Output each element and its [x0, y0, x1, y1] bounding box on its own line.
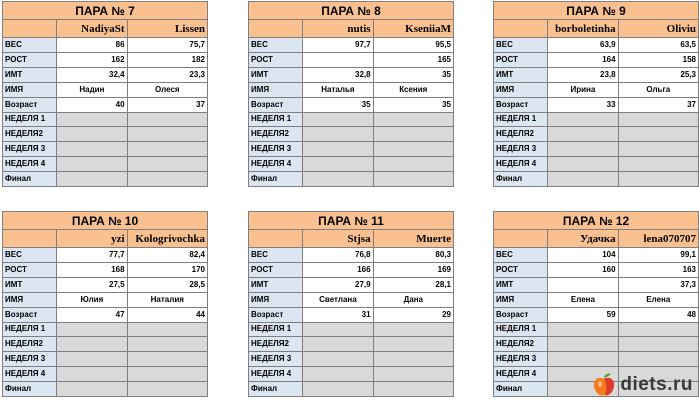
cell-weight-2[interactable]: 82,4 — [127, 248, 207, 263]
cell-bmi-2[interactable]: 37,3 — [618, 277, 698, 292]
row-label: ВЕС — [494, 38, 548, 53]
participant-2-nick: lena070707 — [618, 230, 698, 248]
empty-cell[interactable] — [618, 172, 698, 187]
cell-height-1[interactable]: 164 — [548, 53, 618, 68]
row-label: НЕДЕЛЯ 3 — [249, 352, 303, 367]
row-label: Возраст — [249, 307, 303, 322]
logo-text[interactable] — [620, 374, 693, 396]
cell-weight-2[interactable]: 95,5 — [373, 38, 453, 53]
cell-name-1[interactable]: Наталья — [303, 82, 373, 97]
empty-cell[interactable] — [57, 352, 127, 367]
row-label: НЕДЕЛЯ 1 — [3, 322, 57, 337]
row-label: НЕДЕЛЯ 3 — [3, 352, 57, 367]
header-corner-cell — [249, 20, 303, 38]
table-row — [494, 322, 699, 337]
row-label: Возраст — [3, 97, 57, 112]
table-row — [3, 97, 208, 112]
table-row — [494, 112, 699, 127]
pair-title: ПАРА № 12 — [494, 212, 699, 230]
empty-cell[interactable] — [303, 337, 373, 352]
table-row — [249, 322, 454, 337]
empty-cell[interactable] — [57, 172, 127, 187]
cell-name-1[interactable]: Юлия — [57, 292, 127, 307]
empty-cell[interactable] — [373, 382, 453, 397]
participant-1-nick: yzi — [57, 230, 127, 248]
empty-cell[interactable] — [618, 352, 698, 367]
pair-title: ПАРА № 11 — [249, 212, 454, 230]
cell-weight-1[interactable]: 97,7 — [303, 38, 373, 53]
row-label: НЕДЕЛЯ 4 — [3, 367, 57, 382]
table-row — [494, 352, 699, 367]
table-row — [249, 53, 454, 68]
row-label: НЕДЕЛЯ2 — [494, 337, 548, 352]
cell-height-2[interactable]: 158 — [618, 53, 698, 68]
table-row — [494, 38, 699, 53]
cell-age-1[interactable]: 40 — [57, 97, 127, 112]
table-row — [494, 307, 699, 322]
empty-cell[interactable] — [618, 322, 698, 337]
cell-height-1[interactable]: 162 — [57, 53, 127, 68]
empty-cell[interactable] — [57, 367, 127, 382]
pair-table — [493, 1, 699, 187]
table-row — [3, 67, 208, 82]
cell-age-1[interactable]: 35 — [303, 97, 373, 112]
empty-cell[interactable] — [548, 112, 618, 127]
empty-cell[interactable] — [57, 382, 127, 397]
header-corner-cell — [3, 230, 57, 248]
row-label: ВЕС — [494, 248, 548, 263]
pair-title: ПАРА № 10 — [3, 212, 208, 230]
table-row — [494, 53, 699, 68]
table-row — [249, 277, 454, 292]
table-row — [249, 127, 454, 142]
cell-age-1[interactable]: 31 — [303, 307, 373, 322]
table-row — [249, 82, 454, 97]
empty-cell[interactable] — [57, 142, 127, 157]
table-row — [249, 367, 454, 382]
empty-cell[interactable] — [548, 172, 618, 187]
cell-bmi-1[interactable] — [548, 277, 618, 292]
empty-cell[interactable] — [127, 127, 207, 142]
empty-cell[interactable] — [303, 172, 373, 187]
row-label: ИМТ — [3, 67, 57, 82]
empty-cell[interactable] — [548, 322, 618, 337]
cell-name-1[interactable]: Надин — [57, 82, 127, 97]
empty-cell[interactable] — [548, 127, 618, 142]
empty-cell[interactable] — [373, 337, 453, 352]
empty-cell[interactable] — [618, 127, 698, 142]
table-row — [249, 142, 454, 157]
logo-brand: diets — [620, 374, 668, 395]
row-label: ИМЯ — [249, 82, 303, 97]
empty-cell[interactable] — [373, 112, 453, 127]
table-row — [3, 142, 208, 157]
empty-cell[interactable] — [303, 382, 373, 397]
cell-bmi-2[interactable]: 25,3 — [618, 67, 698, 82]
cell-name-2[interactable]: Наталия — [127, 292, 207, 307]
empty-cell[interactable] — [548, 337, 618, 352]
cell-name-1[interactable]: Елена — [548, 292, 618, 307]
participant-2-nick: Muerte — [373, 230, 453, 248]
row-label: НЕДЕЛЯ 1 — [494, 322, 548, 337]
pair-title: ПАРА № 8 — [249, 2, 454, 20]
cell-height-1[interactable]: 160 — [548, 263, 618, 278]
table-row — [3, 53, 208, 68]
row-label: НЕДЕЛЯ 3 — [3, 142, 57, 157]
empty-cell[interactable] — [127, 367, 207, 382]
participant-2-nick: KseniiaM — [373, 20, 453, 38]
row-label: ИМЯ — [494, 292, 548, 307]
participant-2-nick: Oliviu — [618, 20, 698, 38]
row-label: РОСТ — [3, 53, 57, 68]
table-row — [249, 263, 454, 278]
cell-height-2[interactable]: 182 — [127, 53, 207, 68]
table-row — [249, 97, 454, 112]
participant-1-nick: borboletinha — [548, 20, 618, 38]
empty-cell[interactable] — [57, 127, 127, 142]
cell-height-1[interactable]: 166 — [303, 263, 373, 278]
cell-name-2[interactable]: Елена — [618, 292, 698, 307]
pair-table — [248, 211, 454, 397]
cell-name-1[interactable]: Светлана — [303, 292, 373, 307]
row-label: НЕДЕЛЯ2 — [249, 337, 303, 352]
row-label: ВЕС — [3, 38, 57, 53]
table-row — [249, 67, 454, 82]
empty-cell[interactable] — [127, 142, 207, 157]
empty-cell[interactable] — [618, 112, 698, 127]
empty-cell[interactable] — [373, 322, 453, 337]
table-row — [3, 292, 208, 307]
row-label: ИМТ — [249, 277, 303, 292]
row-label: Финал — [494, 382, 548, 397]
table-row — [3, 127, 208, 142]
participant-1-nick: NadiyaSt — [57, 20, 127, 38]
empty-cell[interactable] — [373, 142, 453, 157]
empty-cell[interactable] — [57, 322, 127, 337]
row-label: НЕДЕЛЯ 1 — [249, 322, 303, 337]
row-label: ВЕС — [249, 38, 303, 53]
empty-cell[interactable] — [548, 352, 618, 367]
cell-bmi-2[interactable]: 35 — [373, 67, 453, 82]
table-row — [494, 157, 699, 172]
row-label: РОСТ — [3, 263, 57, 278]
cell-name-2[interactable]: Дана — [373, 292, 453, 307]
empty-cell[interactable] — [57, 112, 127, 127]
row-label: Финал — [249, 382, 303, 397]
row-label: ИМЯ — [3, 82, 57, 97]
cell-bmi-2[interactable]: 23,3 — [127, 67, 207, 82]
cell-age-2[interactable]: 48 — [618, 307, 698, 322]
cell-height-1[interactable] — [303, 53, 373, 68]
row-label: РОСТ — [494, 263, 548, 278]
row-label: ИМТ — [494, 67, 548, 82]
table-row — [3, 367, 208, 382]
empty-cell[interactable] — [127, 112, 207, 127]
table-row — [249, 157, 454, 172]
table-row — [249, 248, 454, 263]
empty-cell[interactable] — [127, 352, 207, 367]
cell-bmi-2[interactable]: 28,1 — [373, 277, 453, 292]
participant-1-nick: Stjsa — [303, 230, 373, 248]
empty-cell[interactable] — [303, 112, 373, 127]
participant-2-nick: Lissen — [127, 20, 207, 38]
row-label: ИМТ — [249, 67, 303, 82]
row-label: НЕДЕЛЯ 4 — [249, 367, 303, 382]
row-label: Возраст — [3, 307, 57, 322]
table-row — [494, 82, 699, 97]
cell-height-2[interactable]: 169 — [373, 263, 453, 278]
cell-name-1[interactable]: Ирина — [548, 82, 618, 97]
table-row — [3, 172, 208, 187]
cell-age-1[interactable]: 47 — [57, 307, 127, 322]
row-label: НЕДЕЛЯ 1 — [3, 112, 57, 127]
table-row — [3, 322, 208, 337]
cell-name-2[interactable]: Олеся — [127, 82, 207, 97]
cell-bmi-1[interactable]: 27,9 — [303, 277, 373, 292]
row-label: РОСТ — [249, 53, 303, 68]
cell-age-1[interactable]: 33 — [548, 97, 618, 112]
empty-cell[interactable] — [618, 337, 698, 352]
empty-cell[interactable] — [127, 157, 207, 172]
table-row — [249, 307, 454, 322]
header-corner-cell — [249, 230, 303, 248]
row-label: НЕДЕЛЯ 1 — [494, 112, 548, 127]
cell-bmi-1[interactable]: 27,5 — [57, 277, 127, 292]
diets-logo — [592, 370, 693, 400]
empty-cell[interactable] — [127, 172, 207, 187]
table-row — [3, 277, 208, 292]
table-row — [249, 112, 454, 127]
row-label: ИМТ — [3, 277, 57, 292]
empty-cell[interactable] — [373, 352, 453, 367]
participant-1-nick: nutis — [303, 20, 373, 38]
cell-weight-1[interactable]: 86 — [57, 38, 127, 53]
row-label: НЕДЕЛЯ 4 — [494, 367, 548, 382]
cell-height-2[interactable]: 163 — [618, 263, 698, 278]
table-row — [3, 382, 208, 397]
cell-bmi-1[interactable]: 32,4 — [57, 67, 127, 82]
logo-tld: .ru — [667, 374, 693, 395]
empty-cell[interactable] — [303, 367, 373, 382]
table-row — [494, 172, 699, 187]
pair-table — [2, 1, 208, 187]
pair-table — [248, 1, 454, 187]
empty-cell[interactable] — [303, 322, 373, 337]
table-row — [249, 337, 454, 352]
empty-cell[interactable] — [303, 352, 373, 367]
cell-age-2[interactable]: 35 — [373, 97, 453, 112]
cell-name-2[interactable]: Ксения — [373, 82, 453, 97]
row-label: НЕДЕЛЯ2 — [3, 127, 57, 142]
row-label: Возраст — [249, 97, 303, 112]
row-label: РОСТ — [249, 263, 303, 278]
table-row — [494, 263, 699, 278]
table-row — [3, 307, 208, 322]
row-label: НЕДЕЛЯ2 — [3, 337, 57, 352]
empty-cell[interactable] — [618, 157, 698, 172]
pair-title: ПАРА № 7 — [3, 2, 208, 20]
table-row — [3, 248, 208, 263]
cell-name-2[interactable]: Ольга — [618, 82, 698, 97]
cell-weight-2[interactable]: 80,3 — [373, 248, 453, 263]
empty-cell[interactable] — [303, 157, 373, 172]
cell-age-2[interactable]: 29 — [373, 307, 453, 322]
table-row — [3, 112, 208, 127]
cell-weight-2[interactable]: 75,7 — [127, 38, 207, 53]
table-row — [494, 292, 699, 307]
cell-height-2[interactable]: 170 — [127, 263, 207, 278]
cell-age-1[interactable]: 59 — [548, 307, 618, 322]
row-label: НЕДЕЛЯ 1 — [249, 112, 303, 127]
cell-weight-2[interactable]: 99,1 — [618, 248, 698, 263]
table-row — [249, 38, 454, 53]
pair-table — [2, 211, 208, 397]
cell-weight-1[interactable]: 104 — [548, 248, 618, 263]
row-label: НЕДЕЛЯ 4 — [3, 157, 57, 172]
cell-bmi-1[interactable]: 23,8 — [548, 67, 618, 82]
empty-cell[interactable] — [548, 157, 618, 172]
row-label: ИМЯ — [249, 292, 303, 307]
row-label: РОСТ — [494, 53, 548, 68]
table-row — [3, 82, 208, 97]
cell-weight-1[interactable]: 63,9 — [548, 38, 618, 53]
empty-cell[interactable] — [57, 337, 127, 352]
empty-cell[interactable] — [127, 382, 207, 397]
row-label: НЕДЕЛЯ 4 — [494, 157, 548, 172]
cell-age-2[interactable]: 37 — [618, 97, 698, 112]
empty-cell[interactable] — [373, 157, 453, 172]
cell-age-2[interactable]: 37 — [127, 97, 207, 112]
table-row — [494, 67, 699, 82]
empty-cell[interactable] — [127, 322, 207, 337]
participant-2-nick: Kologrivochka — [127, 230, 207, 248]
table-row — [3, 337, 208, 352]
table-row — [249, 292, 454, 307]
cell-bmi-1[interactable]: 32,8 — [303, 67, 373, 82]
cell-age-2[interactable]: 44 — [127, 307, 207, 322]
table-row — [494, 97, 699, 112]
empty-cell[interactable] — [303, 142, 373, 157]
row-label: ИМЯ — [494, 82, 548, 97]
row-label: Финал — [494, 172, 548, 187]
table-row — [494, 142, 699, 157]
row-label: ВЕС — [3, 248, 57, 263]
row-label: Финал — [3, 382, 57, 397]
empty-cell[interactable] — [57, 157, 127, 172]
cell-bmi-2[interactable]: 28,5 — [127, 277, 207, 292]
row-label: ИМЯ — [3, 292, 57, 307]
table-row — [494, 127, 699, 142]
cell-height-1[interactable]: 168 — [57, 263, 127, 278]
table-row — [494, 337, 699, 352]
empty-cell[interactable] — [127, 337, 207, 352]
cell-weight-1[interactable]: 77,7 — [57, 248, 127, 263]
row-label: НЕДЕЛЯ 4 — [249, 157, 303, 172]
row-label: НЕДЕЛЯ2 — [494, 127, 548, 142]
table-row — [249, 352, 454, 367]
header-corner-cell — [494, 20, 548, 38]
row-label: ВЕС — [249, 248, 303, 263]
row-label: Финал — [3, 172, 57, 187]
cell-height-2[interactable]: 165 — [373, 53, 453, 68]
row-label: НЕДЕЛЯ2 — [249, 127, 303, 142]
empty-cell[interactable] — [373, 367, 453, 382]
row-label: Возраст — [494, 97, 548, 112]
empty-cell[interactable] — [618, 142, 698, 157]
table-row — [3, 352, 208, 367]
header-corner-cell — [3, 20, 57, 38]
row-label: НЕДЕЛЯ 3 — [494, 352, 548, 367]
table-row — [3, 157, 208, 172]
table-row — [249, 382, 454, 397]
row-label: ИМТ — [494, 277, 548, 292]
pair-title: ПАРА № 9 — [494, 2, 699, 20]
row-label: НЕДЕЛЯ 3 — [494, 142, 548, 157]
table-row — [3, 38, 208, 53]
cell-weight-2[interactable]: 63,5 — [618, 38, 698, 53]
row-label: Возраст — [494, 307, 548, 322]
table-row — [3, 263, 208, 278]
header-corner-cell — [494, 230, 548, 248]
table-row — [494, 248, 699, 263]
empty-cell[interactable] — [303, 127, 373, 142]
apple-icon — [592, 372, 616, 398]
empty-cell[interactable] — [548, 142, 618, 157]
empty-cell[interactable] — [373, 172, 453, 187]
row-label: Финал — [249, 172, 303, 187]
table-row — [494, 277, 699, 292]
table-row — [249, 172, 454, 187]
empty-cell[interactable] — [373, 127, 453, 142]
row-label: НЕДЕЛЯ 3 — [249, 142, 303, 157]
cell-weight-1[interactable]: 76,8 — [303, 248, 373, 263]
participant-1-nick: Удачка — [548, 230, 618, 248]
